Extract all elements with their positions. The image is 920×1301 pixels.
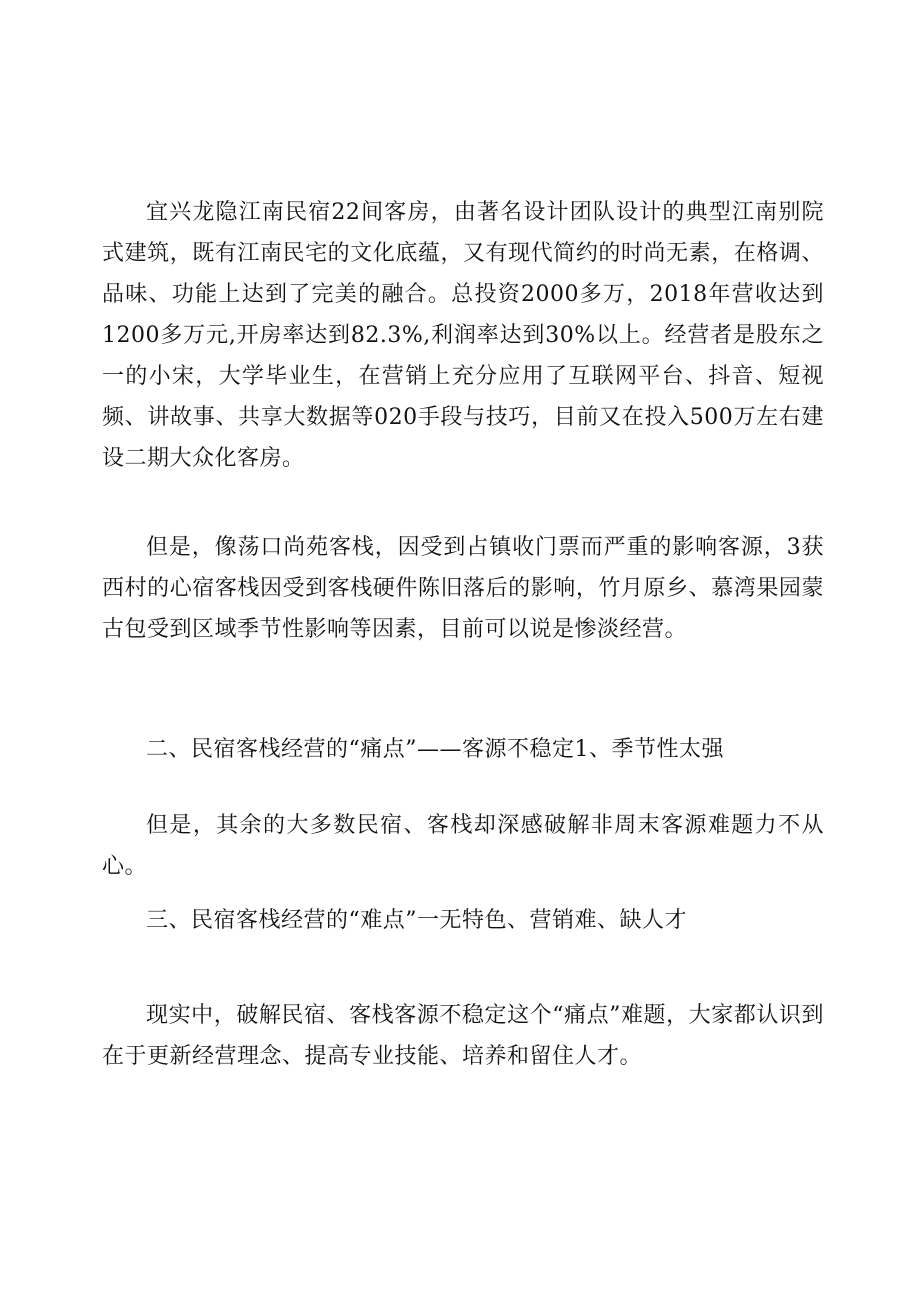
heading-difficulty: 三、民宿客栈经营的“难点”一无特色、营销难、缺人才 <box>146 908 687 933</box>
paragraph-longyin-inn: 宜兴龙隐江南民宿22间客房，由著名设计团队设计的典型江南别院式建筑，既有江南民宅的文化底蕴，又有现代简约的时尚无素，在格调、品味、功能上达到了完美的融合。总投资2000多万，2018年营收达到1200多万元,开房率达到82.3%,利润率达到30%以上。经营者是股东之一的小宋，大学毕业生，在营销上充分应用了互联网平台、抖音、短视频、讲故事、共享大数据等020手段与技巧，目前又在投入500万左右建设二期大众化客房。 <box>102 200 824 471</box>
paragraph-struggling-inns: 但是，像荡口尚苑客栈，因受到占镇收门票而严重的影响客源，3获西村的心宿客栈因受到客栈硬件陈旧落后的影响，竹月原乡、慕湾果园蒙古包受到区域季节性影响等因素，目前可以说是惨淡经营。 <box>102 535 824 642</box>
heading-pain-point: 二、民宿客栈经营的“痛点”——客源不稳定1、季节性太强 <box>146 737 724 762</box>
paragraph-weekday-guests: 但是，其余的大多数民宿、客栈却深感破解非周末客源难题力不从心。 <box>102 813 824 879</box>
paragraph-solution: 现实中，破解民宿、客栈客源不稳定这个“痛点”难题，大家都认识到在于更新经营理念、提高专业技能、培养和留住人才。 <box>102 1003 824 1069</box>
